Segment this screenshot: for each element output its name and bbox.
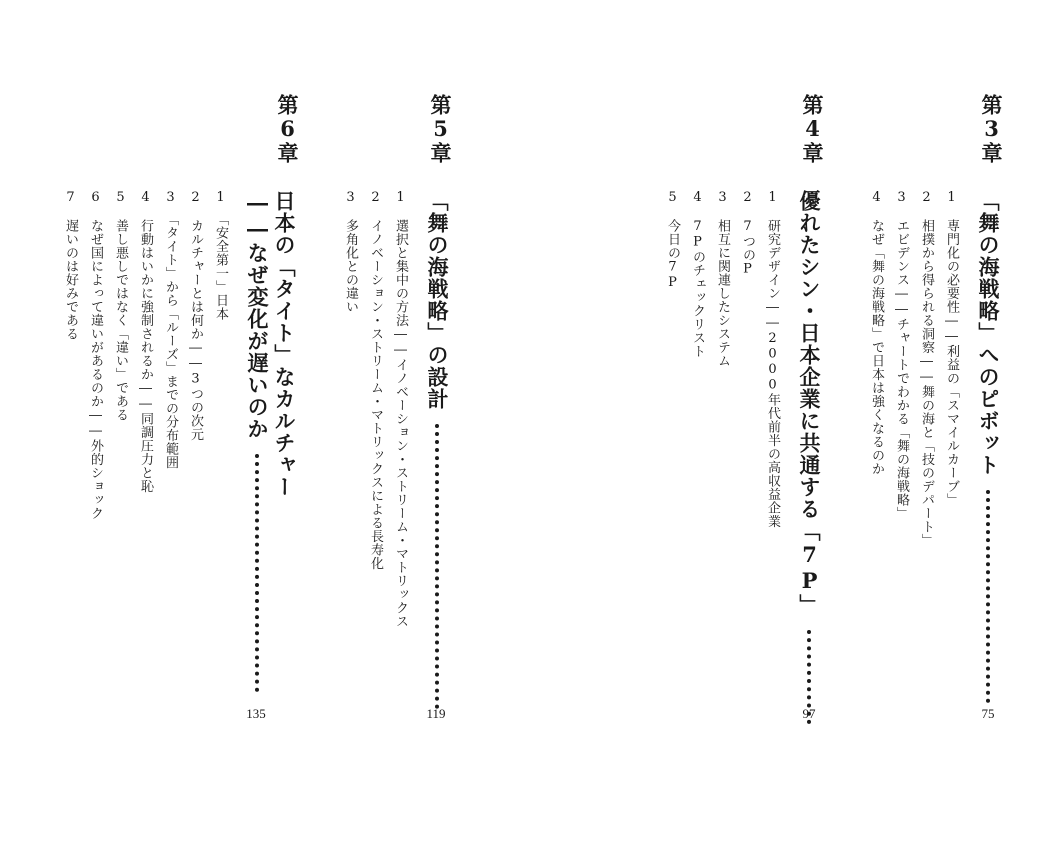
section-title: 7つのP	[740, 219, 755, 277]
section-title: 専門化の必要性――利益の「スマイルカーブ」	[944, 219, 959, 507]
chapter-title-text: 「舞の海戦略」の設計	[425, 190, 450, 410]
section-item	[687, 190, 707, 358]
section-title: 多角化との違い	[343, 219, 358, 314]
section-item	[712, 190, 732, 368]
section-title: 相撲から得られる洞察――舞の海と「技のデパート」	[919, 219, 934, 547]
section-number: 5	[113, 190, 128, 206]
chapter-subtitle	[244, 190, 271, 686]
section-title: カルチャーとは何か――3つの次元	[188, 219, 203, 441]
chapter-label: 第4章	[800, 94, 825, 164]
chapter-title	[424, 190, 451, 686]
section-number: 2	[740, 190, 755, 206]
section-item	[365, 190, 385, 570]
section-number: 1	[765, 190, 780, 206]
section-title: 善し悪しではなく「違い」である	[113, 219, 128, 422]
section-title: 遅いのは好みである	[63, 219, 78, 341]
section-title: イノベーション・ストリーム・マトリックスによる長寿化	[368, 219, 383, 570]
section-title: 「タイト」から「ルーズ」までの分布範囲	[163, 219, 178, 469]
leader-dots	[986, 490, 990, 703]
page-number: 75	[981, 706, 995, 721]
chapter-title	[271, 190, 298, 498]
section-number: 2	[919, 190, 934, 206]
page-number: 135	[246, 706, 266, 721]
section-number: 2	[368, 190, 383, 206]
section-title: なぜ国によって違いがあるのか――外的ショック	[88, 219, 103, 520]
section-item	[762, 190, 782, 528]
section-title: 選択と集中の方法――イノベーション・ストリーム・マトリックス	[393, 219, 408, 628]
page-number: 97	[802, 706, 816, 721]
chapter-title	[975, 190, 1002, 686]
section-item	[941, 190, 961, 507]
section-item	[662, 190, 682, 291]
section-title: エビデンス――チャートでわかる「舞の海戦略」	[894, 219, 909, 520]
section-title: 今日の7P	[665, 219, 680, 291]
chapter-label: 第5章	[428, 94, 453, 164]
leader-dots	[435, 424, 439, 709]
section-number: 3	[163, 190, 178, 206]
chapter-title-text: 「舞の海戦略」へのピボット	[976, 190, 1001, 476]
section-number: 7	[63, 190, 78, 206]
section-item	[110, 190, 130, 422]
section-title: なぜ「舞の海戦略」で日本は強くなるのか	[869, 219, 884, 476]
section-number: 1	[213, 190, 228, 206]
section-number: 3	[715, 190, 730, 206]
chapter-subtitle-text: ――なぜ変化が遅いのか	[245, 190, 270, 440]
section-item	[891, 190, 911, 520]
section-title: 「安全第一」日本	[213, 219, 228, 321]
chapter-title-text: 日本の「タイト」なカルチャー	[272, 190, 297, 498]
chapter-title-text: 優れたシン・日本企業に共通する「7P」	[797, 190, 822, 616]
section-item	[185, 190, 205, 441]
section-title: 研究デザイン――2000年代前半の高収益企業	[765, 219, 780, 528]
section-item	[210, 190, 230, 321]
section-item	[916, 190, 936, 547]
section-number: 4	[869, 190, 884, 206]
section-number: 4	[138, 190, 153, 206]
section-item	[135, 190, 155, 493]
section-item	[60, 190, 80, 341]
section-title: 相互に関連したシステム	[715, 219, 730, 368]
section-number: 1	[944, 190, 959, 206]
section-item	[737, 190, 757, 277]
section-item	[390, 190, 410, 628]
section-item	[340, 190, 360, 314]
section-number: 3	[343, 190, 358, 206]
chapter-label: 第3章	[979, 94, 1004, 164]
section-number: 6	[88, 190, 103, 206]
section-number: 2	[188, 190, 203, 206]
section-number: 5	[665, 190, 680, 206]
section-number: 3	[894, 190, 909, 206]
section-number: 4	[690, 190, 705, 206]
section-item	[85, 190, 105, 520]
section-number: 1	[393, 190, 408, 206]
section-item	[160, 190, 180, 469]
section-title: 行動はいかに強制されるか――同調圧力と恥	[138, 219, 153, 493]
chapter-label: 第6章	[275, 94, 300, 164]
section-title: 7Pのチェックリスト	[690, 219, 705, 358]
section-item	[866, 190, 886, 476]
page-number: 119	[426, 706, 446, 721]
chapter-title	[796, 190, 823, 686]
leader-dots	[255, 454, 259, 692]
